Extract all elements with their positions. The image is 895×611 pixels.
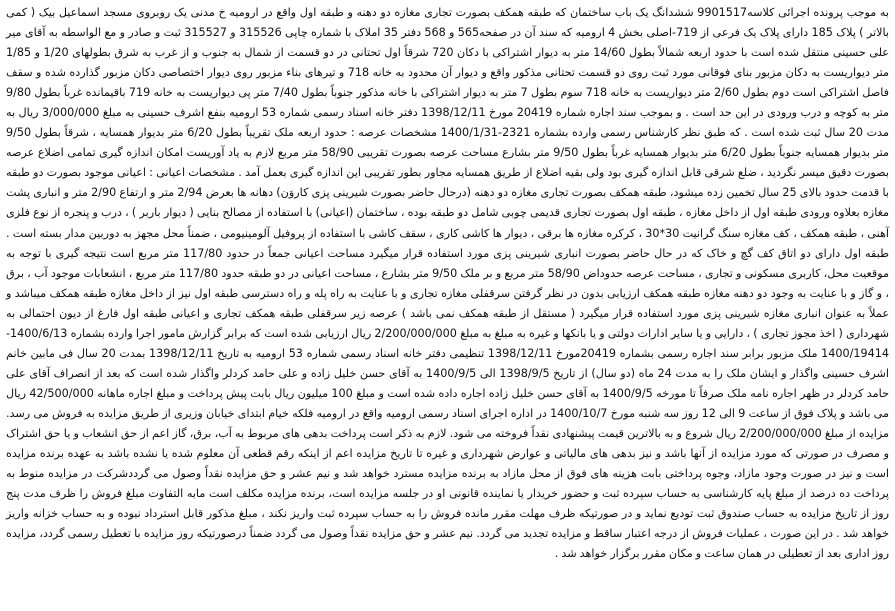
auction-notice-text: به موجب پرونده اجرائی کلاسه9901517 ششدانگ یک باب ساختمان که طبقه همکف بصورت تجاری مغازه دو دهنه و طبقه اول واقع در ارومیه خ مدنی یک روبروی مسجد اسماعیل بیک ( کمی بالاتر ) پلاک 185 دارای پلاک یک فرعی از 719-اصلی بخش 4 ارومیه که سند آن در صفحه565 و 568 دفتر 35 املاک با شماره چاپی 315526 و 315527 ثبت و صادر و مع الواسطه به آقای میر علی حسینی منتقل شده است با حدود اربعه شمالاً بطول 14/60 متر به دیوار اشتراکی با دکان 720 شرقاً اول تحتانی در دو قسمت از شمال به جنوب و از غرب به شرق بطولهای 1/20 و 1/85 متر دیواریست به دکان مزبور بنای فوقانی مورد ثبت روی دو قسمت تحتانی مذکور واقع و دیوار آن محدود به خانه 718 و تیرهای بناء مزبور روی دیوار اختصاصی دکان مزبور گذارده شده و سقف فاصل اشتراکی است دوم بطول 2/60 متر دیواریست به خانه 718 سوم بطول 7 متر به دیوار اشتراکی با خانه مذکور جنوباً بطول 7/40 متر پی دیواریست به خانه 719 باقیمانده غرباً بطول 9/80 متر به کوچه و درب ورودی در این حد است . و بموجب سند اجاره شماره 20419 مورخ 1398/12/11 دفتر خانه اسناد رسمی شماره 53 ارومیه بنفع اشرف حسینی به مبلغ 3/000/000 ریال به مدت 20 سال ثبت شده است . که طبق نظر کارشناس رسمی وارده بشماره 2321-1400/1/31 مشخصات عرصه : حدود اربعه ملک تقریباً بطول 6/20 متر بدیوار همسایه ، شرقاً بطول 9/50 متر بدیوار همسایه جنوباً بطول 6/20 متر بدیوار همسایه غرباً بطول 9/50 متر بشارع مساحت عرصه بصورت تقریبی 58/90 متر مربع لازم به یاد آوریست امکان اندازه گیری تمامی اضلاع عرصه بصورت دقیق میسر نگردید ، ضلع شرقی قابل اندازه گیری بود ولی بقیه اضلاع از طریق همسایه مجاور بطور تقریبی این اندازه گیری بعمل آمد . مشخصات اعیانی : اعیانی موجود بصورت دو طبقه با قدمت حدود بالای 25 سال تخمین زده میشود، طبقه همکف بصورت تجاری مغازه دو دهنه (درحال حاضر بصورت شیرینی پزی کاروَن) دهانه ها بعرض 2/94 متر و ارتفاع 2/90 متر و انباری پشت مغازه بعلاوه ورودی طبقه اول از داخل مغازه ، طبقه اول بصورت تجاری قدیمی چوبی شامل دو طبقه بوده ، ساختمان (اعیانی) با استفاده از مصالح بنایی ( دیوار باربر ) ، درب و پنجره از نوع فلزی آهنی ، طبقه همکف ، کف مغازه سنگ گرانیت 30*30 ، کرکره مغازه ها برقی ، دیوار ها کاشی کاری ، سقف کاشی با استفاده از پروفیل آلومینیومی ، ضمناً محل مجهز به دوربین مدار بسته است . طبقه اول دارای دو اتاق کف گچ و خاک که در حال حاضر بصورت انباری شیرینی پزی مورد استفاده قرار میگیرد مساحت اعیانی جمعاً در حدود 117/80 متر مربع است نتیجه گیری با توجه به موقعیت محل، کاربری مسکونی و تجاری ، مساحت عرصه حدوداض 58/90 متر مربع و بر ملک 9/50 متر بشارع ، مساحت اعیانی در دو طبقه حدود 117/80 متر مربع ، انشعابات موجود آب ، برق ، و گاز و با عنایت به وجود دو دهنه مغازه طبقه همکف ارزیابی بدون در نظر گرفتن سرقفلی مغازه تجاری و با عنایت به راه پله و راه دسترسی طبقه اول نیز از داخل مغازه طبقه همکف میباشد و عملاً به عنوان انباری مغازه شیرینی پزی مورد استفاده قرار میگیرد ( مستقل از طبقه همکف نمی باشد ) عرصه زیر سرقفلی طبقه همکف تجاری و اعیانی طبقه اول فارغ از دیون احتمالی به شهرداری ( اخذ مجوز تجاری ) ، دارایی و یا سایر ادارات دولتی و یا بانکها و غیره به مبلغ به مبلغ 2/200/000/000 ریال ارزیابی شده است که برابر گزارش مامور اجرا وارده بشماره 1400/6/13-1400/19414 ملک مزبور برابر سند اجاره رسمی بشماره 20419مورخ 1398/12/11 تنظیمی دفتر خانه اسناد رسمی شماره 53 ارومیه به تاریخ 1398/12/11 بمدت 20 سال فی مابین خانم اشرف حسینی واگذار و ایشان ملک را به مدت 24 ماه (دو سال) از تاریخ 1398/9/5 الی 1400/9/5 به آقای حسن خلیل زاده و علی حامد کردلر واگذار شده است که بعد از انصراف آقای علی حامد کردلر در ظهر اجاره نامه ملک صرفاً تا مورخه 1400/9/5 به آقای حسن خلیل زاده اجاره داده شده است و مبلغ 100 میلیون ریال بابت پیش پرداخت و مبلغ اجاره ماهانه 42/500/000 ریال می باشد و پلاک فوق از ساعت 9 الی 12 روز سه شنبه مورخ 1400/10/7 در اداره اجرای اسناد رسمی ارومیه واقع در ارومیه فلکه خیام ابتدای خیابان وزیری از طریق مزایده به فروش می رسد. مزایده از مبلغ 2/200/000/000 ریال شروع و به بالاترین قیمت پیشنهادی نقداً فروخته می شود. لازم به ذکر است پرداخت بدهی های مربوط به آب، برق، گاز اعم از حق انشعاب و یا حق اشتراک و مصرف در صورتی که مورد مزایده از آنها باشد و نیز بدهی های مالیاتی و عوارض شهرداری و غیره تا تاریخ مزایده اعم از اینکه رقم قطعی آن معلوم شده یا نشده باشد به عهده برنده مزایده است و نیز در صورت وجود مازاد، وجوه پرداختی بابت هزینه های فوق از محل مازاد به برنده مزایده مسترد خواهد شد و نیم عشر و حق مزایده نقداً وصول می گرددشرکت در مزایده منوط به پرداخت ده درصد از مبلغ پایه کارشناسی به حساب سپرده ثبت و حضور خریدار یا نماینده قانونی او در جلسه مزایده است، برنده مزایده مکلف است مابه التفاوت مبلغ فروش را ظرف مدت پنج روز از تاریخ مزایده به حساب صندوق ثبت تودیع نماید و در صورتیکه ظرف مهلت مقرر مانده فروش را به حساب سپرده ثبت واریز نکند ، مبلغ مذکور قابل استرداد نبوده و به حساب خزانه واریز خواهد شد . در این صورت ، عملیات فروش از درجه اعتبار ساقط و مزایده تجدید می گردد. نیم عشر و حق مزایده نقداً وصول می گردد ضمناً درصورتیکه روز مزایده با تعطیل رسمی گردد، مزایده روز اداری بعد از تعطیلی در همان ساعت و مکان مقرر برگزار خواهد شد . xyxy=(6,6,890,561)
